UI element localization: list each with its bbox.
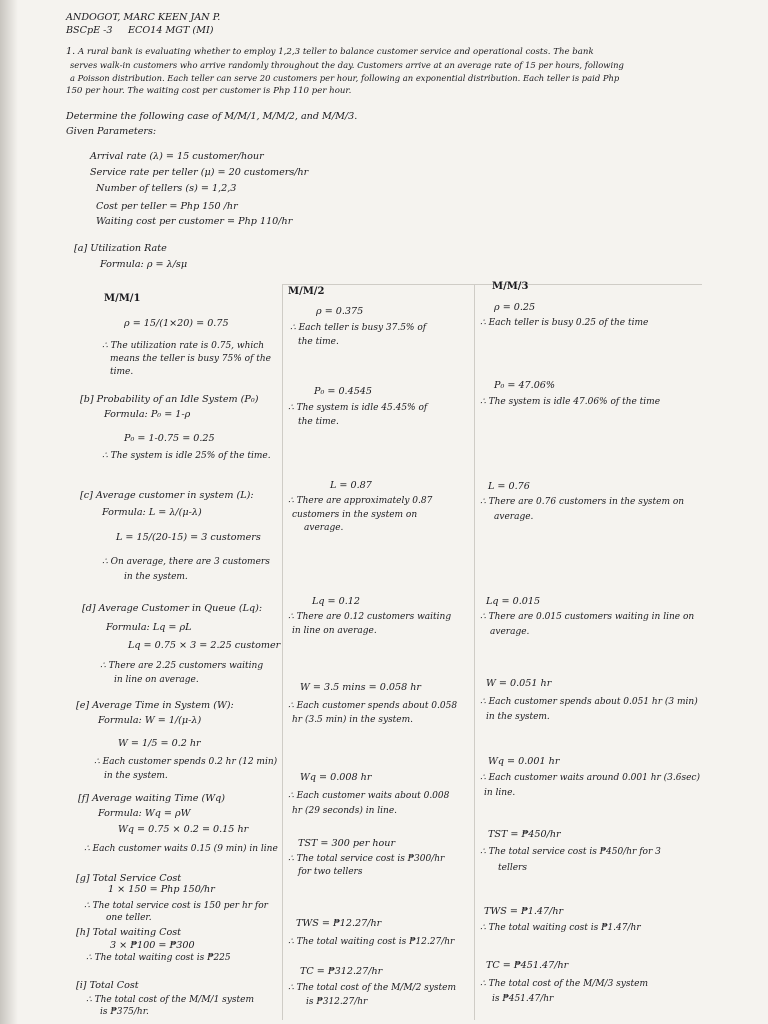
- section-i-mm1-line: is ₱375/hr.: [100, 1007, 149, 1017]
- section-h-mm3-line: ∴ The total waiting cost is ₱1.47/hr: [480, 923, 641, 933]
- section-d-formula: Formula: Lq = ρL: [106, 622, 192, 633]
- section-f-calc: Wq = 0.75 × 0.2 = 0.15 hr: [118, 824, 249, 835]
- section-c-mm3-line: average.: [494, 512, 534, 522]
- given-arrival: Arrival rate (λ) = 15 customer/hour: [90, 151, 264, 162]
- section-g-mm2-line: for two tellers: [298, 867, 363, 877]
- section-f-mm3-line: in line.: [484, 788, 516, 798]
- section-d-mm2-line: ∴ There are 0.12 customers waiting: [288, 612, 452, 622]
- section-a-title: [a] Utilization Rate: [74, 243, 167, 254]
- section-d-mm3-value: Lq = 0.015: [486, 596, 541, 607]
- section-g-mm3-value: TST = ₱450/hr: [488, 829, 561, 840]
- section-h-mm2-line: ∴ The total waiting cost is ₱12.27/hr: [288, 937, 455, 947]
- column-divider-2: [474, 284, 475, 1020]
- section-c-formula: Formula: L = λ/(μ-λ): [102, 507, 202, 518]
- section-f-formula: Formula: Wq = ρW: [98, 808, 191, 819]
- section-b-formula: Formula: P₀ = 1-ρ: [104, 409, 191, 420]
- given-wait: Waiting cost per customer = Php 110/hr: [96, 216, 293, 227]
- section-h-mm2-value: TWS = ₱12.27/hr: [296, 918, 382, 929]
- section-e-mm3-line: in the system.: [486, 712, 550, 722]
- section-a-mm1-line: means the teller is busy 75% of the: [110, 354, 271, 364]
- problem-number: 1.: [66, 46, 76, 57]
- section-d-title: [d] Average Customer in Queue (Lq):: [82, 603, 263, 614]
- section-f-mm1-line: ∴ Each customer waits 0.15 (9 min) in line: [84, 844, 278, 854]
- section-i-title: [i] Total Cost: [76, 980, 139, 991]
- section-c-mm1-line: in the system.: [124, 572, 188, 582]
- section-g-mm2-value: TST = 300 per hour: [298, 838, 396, 849]
- section-a-mm2-line: ∴ Each teller is busy 37.5% of: [290, 323, 427, 333]
- section-f-mm3-line: ∴ Each customer waits around 0.001 hr (3.6sec): [480, 773, 700, 783]
- section-b-mm2-line: ∴ The system is idle 45.45% of: [288, 403, 428, 413]
- section-e-mm1-line: ∴ Each customer spends 0.2 hr (12 min): [94, 757, 278, 767]
- section-g-mm1-line: one teller.: [106, 913, 152, 923]
- given-title: Given Parameters:: [66, 126, 157, 137]
- section-d-calc: Lq = 0.75 × 3 = 2.25 customer: [128, 640, 281, 651]
- section-e-mm2-line: ∴ Each customer spends about 0.058: [288, 701, 458, 711]
- section-d-mm2-line: in line on average.: [292, 626, 377, 636]
- section-d-mm3-line: ∴ There are 0.015 customers waiting in line on: [480, 612, 695, 622]
- section-a-mm2-line: the time.: [298, 337, 339, 347]
- column-header-mm1: M/M/1: [104, 293, 141, 304]
- section-b-mm1-line: ∴ The system is idle 25% of the time.: [102, 451, 271, 461]
- column-divider-1: [282, 284, 283, 1020]
- section-i-mm2-value: TC = ₱312.27/hr: [300, 966, 383, 977]
- given-tellers: Number of tellers (s) = 1,2,3: [96, 183, 237, 194]
- section-h-mm1-line: ∴ The total waiting cost is ₱225: [86, 953, 231, 963]
- section-e-mm3-value: W = 0.051 hr: [486, 678, 552, 689]
- section-c-mm2-value: L = 0.87: [330, 480, 372, 491]
- section-i-mm3-line: ∴ The total cost of the M/M/3 system: [480, 979, 648, 989]
- section-b-mm2-line: the time.: [298, 417, 339, 427]
- section-h-calc: 3 × ₱100 = ₱300: [110, 940, 195, 951]
- student-section: BSCpE -3: [66, 25, 113, 36]
- section-a-mm2-value: ρ = 0.375: [316, 306, 364, 317]
- section-c-calc: L = 15/(20-15) = 3 customers: [116, 532, 261, 543]
- column-header-mm3: M/M/3: [492, 281, 529, 292]
- course-code: ECO14 MGT (MI): [128, 25, 214, 36]
- student-name: ANDOGOT, MARC KEEN JAN P.: [66, 12, 221, 23]
- section-g-title: [g] Total Service Cost: [76, 873, 182, 884]
- given-service: Service rate per teller (μ) = 20 customers/hr: [90, 167, 309, 178]
- section-d-mm3-line: average.: [490, 627, 530, 637]
- section-b-mm3-value: P₀ = 47.06%: [494, 380, 556, 391]
- section-c-mm2-line: average.: [304, 523, 344, 533]
- section-d-mm1-line: ∴ There are 2.25 customers waiting: [100, 661, 264, 671]
- section-c-mm2-line: customers in the system on: [292, 510, 418, 520]
- section-a-mm3-line: ∴ Each teller is busy 0.25 of the time: [480, 318, 649, 328]
- page-edge-shadow: [0, 0, 18, 1024]
- section-c-mm1-line: ∴ On average, there are 3 customers: [102, 557, 270, 567]
- section-g-mm3-line: tellers: [498, 863, 527, 873]
- section-d-mm2-value: Lq = 0.12: [312, 596, 361, 607]
- section-a-formula: Formula: ρ = λ/sμ: [100, 259, 188, 270]
- section-b-mm3-line: ∴ The system is idle 47.06% of the time: [480, 397, 661, 407]
- column-header-mm2: M/M/2: [288, 286, 325, 297]
- section-f-mm2-line: ∴ Each customer waits about 0.008: [288, 791, 450, 801]
- section-e-mm2-value: W = 3.5 mins = 0.058 hr: [300, 682, 421, 693]
- section-g-mm2-line: ∴ The total service cost is ₱300/hr: [288, 854, 445, 864]
- section-i-mm1-line: ∴ The total cost of the M/M/1 system: [86, 995, 254, 1005]
- section-f-mm2-value: Wq = 0.008 hr: [300, 772, 372, 783]
- section-i-mm3-line: is ₱451.47/hr: [492, 994, 554, 1004]
- section-i-mm2-line: is ₱312.27/hr: [306, 997, 368, 1007]
- section-c-mm3-value: L = 0.76: [488, 481, 530, 492]
- section-h-mm3-value: TWS = ₱1.47/hr: [484, 906, 564, 917]
- section-e-calc: W = 1/5 = 0.2 hr: [118, 738, 201, 749]
- section-g-mm3-line: ∴ The total service cost is ₱450/hr for 3: [480, 847, 661, 857]
- section-e-mm2-line: hr (3.5 min) in the system.: [292, 715, 414, 725]
- section-i-mm2-line: ∴ The total cost of the M/M/2 system: [288, 983, 456, 993]
- section-c-mm3-line: ∴ There are 0.76 customers in the system on: [480, 497, 685, 507]
- section-g-mm1-line: ∴ The total service cost is 150 per hr for: [84, 901, 268, 911]
- section-a-calc: ρ = 15/(1×20) = 0.75: [124, 318, 229, 329]
- problem-line: 150 per hour. The waiting cost per customer is Php 110 per hour.: [66, 86, 352, 96]
- given-cost: Cost per teller = Php 150 /hr: [96, 201, 238, 212]
- section-d-mm1-line: in line on average.: [114, 675, 199, 685]
- section-h-title: [h] Total waiting Cost: [76, 927, 182, 938]
- section-e-mm1-line: in the system.: [104, 771, 168, 781]
- section-c-mm2-line: ∴ There are approximately 0.87: [288, 496, 433, 506]
- section-a-mm1-line: ∴ The utilization rate is 0.75, which: [102, 341, 265, 351]
- section-g-calc: 1 × 150 = Php 150/hr: [108, 884, 215, 895]
- section-e-title: [e] Average Time in System (W):: [76, 700, 234, 711]
- problem-line: a Poisson distribution. Each teller can serve 20 customers per hour, following an exponential distribution. Each teller is paid Php: [70, 73, 620, 83]
- section-b-calc: P₀ = 1-0.75 = 0.25: [124, 433, 215, 444]
- section-e-mm3-line: ∴ Each customer spends about 0.051 hr (3 min): [480, 697, 698, 707]
- section-c-title: [c] Average customer in system (L):: [80, 490, 254, 501]
- section-f-title: [f] Average waiting Time (Wq): [78, 793, 225, 804]
- section-i-mm3-value: TC = ₱451.47/hr: [486, 960, 569, 971]
- section-b-title: [b] Probability of an Idle System (P₀): [80, 394, 259, 405]
- section-a-mm1-line: time.: [110, 367, 134, 377]
- section-f-mm2-line: hr (29 seconds) in line.: [292, 806, 398, 816]
- section-b-mm2-value: P₀ = 0.4545: [314, 386, 373, 397]
- section-f-mm3-value: Wq = 0.001 hr: [488, 756, 560, 767]
- problem-line: Determine the following case of M/M/1, M/M/2, and M/M/3.: [66, 111, 358, 122]
- section-e-formula: Formula: W = 1/(μ-λ): [98, 715, 202, 726]
- section-a-mm3-value: ρ = 0.25: [494, 302, 536, 313]
- problem-line: serves walk-in customers who arrive randomly throughout the day. Customers arrive at an average rate of 15 per hours, following: [70, 60, 624, 70]
- problem-line: A rural bank is evaluating whether to employ 1,2,3 teller to balance customer service and operational costs. The bank: [78, 47, 594, 57]
